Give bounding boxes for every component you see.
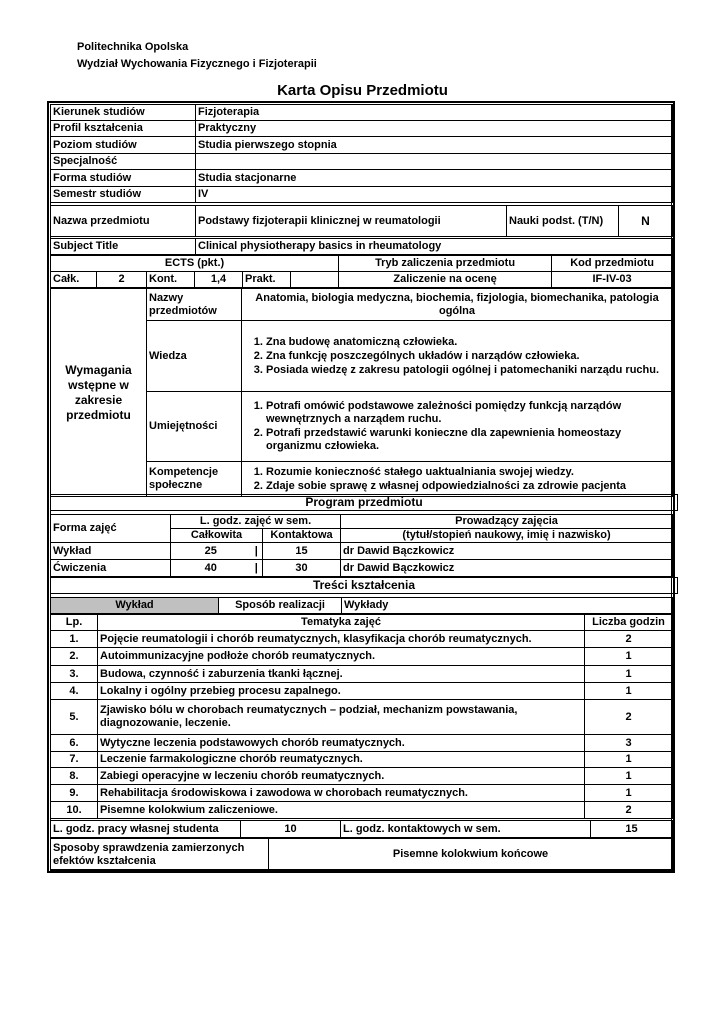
subject-code: IF-IV-03: [552, 272, 673, 288]
info-row: [51, 170, 673, 187]
hours: 1: [585, 768, 673, 785]
teacher-name: dr Dawid Bączkowicz: [341, 560, 673, 577]
ects-contact: 1,4: [195, 272, 243, 288]
topic: Pisemne kolokwium zaliczeniowe.: [98, 802, 585, 819]
table-row: [51, 560, 673, 577]
info-row: [51, 154, 673, 170]
program-title-table: [50, 494, 678, 511]
table-row: [51, 802, 673, 819]
list-item: 1. Zna budowę anatomiczną człowieka.: [266, 336, 670, 349]
lp: 1.: [51, 631, 98, 648]
self-work-label: L. godz. pracy własnej studenta: [51, 821, 241, 838]
lp: 6.: [51, 735, 98, 752]
topic: Lokalny i ogólny przebieg procesu zapalnego.: [98, 683, 585, 700]
hours: 1: [585, 785, 673, 802]
lecture-type: Wykład: [51, 598, 219, 614]
info-value: IV: [196, 187, 673, 203]
skills-label: Umiejętności: [147, 392, 242, 462]
form-name: Wykład: [51, 543, 171, 560]
subject-name-label: Nazwa przedmiotu: [51, 206, 196, 237]
hours-header: Liczba godzin: [585, 615, 673, 631]
subject-title-en: Clinical physiotherapy basics in rheumatology: [196, 239, 673, 255]
topic: Zjawisko bólu w chorobach reumatycznych – podział, mechanizm powstawania, diagnozowanie, leczenie.: [98, 700, 585, 735]
ects-total-label: Całk.: [51, 272, 97, 288]
topic: Leczenie farmakologiczne chorób reumatycznych.: [98, 752, 585, 768]
lp: 9.: [51, 785, 98, 802]
topic: Zabiegi operacyjne w leczeniu chorób reumatycznych.: [98, 768, 585, 785]
topic: Autoimmunizacyjne podłoże chorób reumatycznych.: [98, 648, 585, 666]
code-header: Kod przedmiotu: [552, 256, 673, 272]
table-row: [51, 768, 673, 785]
info-value: [196, 154, 673, 170]
ects-practical: [291, 272, 339, 288]
info-label: Semestr studiów: [51, 187, 196, 203]
hours: 1: [585, 683, 673, 700]
list-item: 2. Potrafi przedstawić warunki konieczne dla zapewnienia homeostazy organizmu człowieka.: [266, 427, 670, 453]
lp: 5.: [51, 700, 98, 735]
content-title-table: [50, 577, 678, 594]
table-row: [51, 648, 673, 666]
verification-label: Sposoby sprawdzenia zamierzonych efektów kształcenia: [51, 839, 269, 871]
program-table: [50, 514, 673, 577]
list-item: 2. Zna funkcję poszczególnych układów i narządów człowieka.: [266, 350, 670, 363]
lp: 10.: [51, 802, 98, 819]
info-label: Kierunek studiów: [51, 105, 196, 121]
topic: Wytyczne leczenia podstawowych chorób reumatycznych.: [98, 735, 585, 752]
hours: 1: [585, 752, 673, 768]
contact-hours: 30: [263, 560, 341, 577]
basic-sciences-value: N: [619, 206, 673, 237]
separator: |: [251, 543, 263, 560]
teacher-sub-label: (tytuł/stopień naukowy, imię i nazwisko): [341, 529, 673, 543]
hours: 3: [585, 735, 673, 752]
faculty-name: Wydział Wychowania Fizycznego i Fizjoterapii: [77, 58, 317, 70]
contact-hours-label: Kontaktowa: [263, 529, 341, 543]
lp: 2.: [51, 648, 98, 666]
teacher-name: dr Dawid Bączkowicz: [341, 543, 673, 560]
contact-sem-label: L. godz. kontaktowych w sem.: [341, 821, 591, 838]
topics-table: [50, 614, 673, 819]
list-item: 2. Zdaje sobie sprawę z własnej odpowiedzialności za zdrowie pacjenta: [266, 480, 670, 493]
self-work-hours: 10: [241, 821, 341, 838]
info-table: [50, 104, 673, 203]
page-title: Karta Opisu Przedmiotu: [277, 82, 448, 99]
method-label: Sposób realizacji: [219, 598, 342, 614]
contact-sem-hours: 15: [591, 821, 673, 838]
table-row: [51, 700, 673, 735]
program-title: Program przedmiotu: [51, 495, 678, 511]
topic-header: Tematyka zajęć: [98, 615, 585, 631]
list-item: 3. Posiada wiedzę z zakresu patologii ogólnej i patomechaniki narządu ruchu.: [266, 364, 670, 377]
hours: 1: [585, 648, 673, 666]
lp: 8.: [51, 768, 98, 785]
info-value: Studia pierwszego stopnia: [196, 137, 673, 154]
table-row: [51, 683, 673, 700]
social-list: [244, 466, 670, 493]
separator: |: [251, 560, 263, 577]
table-row: [51, 785, 673, 802]
method-value: Wykłady: [342, 598, 673, 614]
ects-contact-label: Kont.: [147, 272, 195, 288]
total-hours: 25: [171, 543, 251, 560]
prereq-subjects: Anatomia, biologia medyczna, biochemia, fizjologia, biomechanika, patologia ogólna: [242, 289, 673, 321]
info-value: Praktyczny: [196, 121, 673, 137]
total-hours-label: Całkowita: [171, 529, 263, 543]
list-item: 1. Rozumie konieczność stałego uaktualniania swojej wiedzy.: [266, 466, 670, 479]
lp: 3.: [51, 666, 98, 683]
info-row: [51, 137, 673, 154]
topic: Pojęcie reumatologii i chorób reumatycznych, klasyfikacja chorób reumatycznych.: [98, 631, 585, 648]
ects-header: ECTS (pkt.): [51, 256, 339, 272]
ects-total: 2: [97, 272, 147, 288]
info-value: Studia stacjonarne: [196, 170, 673, 187]
contact-hours: 15: [263, 543, 341, 560]
lp: 7.: [51, 752, 98, 768]
subject-title-label: Subject Title: [51, 239, 196, 255]
table-row: [51, 666, 673, 683]
mode-header: Tryb zaliczenia przedmiotu: [339, 256, 552, 272]
ects-table: [50, 255, 673, 288]
table-row: [51, 543, 673, 560]
subject-name: Podstawy fizjoterapii klinicznej w reumatologii: [196, 206, 507, 237]
method-table: [50, 597, 673, 614]
social-label: Kompetencje społeczne: [147, 462, 242, 497]
info-label: Forma studiów: [51, 170, 196, 187]
verification-table: [50, 838, 673, 871]
info-value: Fizjoterapia: [196, 105, 673, 121]
info-label: Poziom studiów: [51, 137, 196, 154]
hours: 2: [585, 802, 673, 819]
hours-label: L. godz. zajęć w sem.: [171, 515, 341, 529]
info-row: [51, 121, 673, 137]
basic-sciences-label: Nauki podst. (T/N): [507, 206, 619, 237]
form-label: Forma zajęć: [51, 515, 171, 543]
subject-table: [50, 205, 673, 237]
info-label: Specjalność: [51, 154, 196, 170]
teacher-label: Prowadzący zajęcia: [341, 515, 673, 529]
table-row: [51, 752, 673, 768]
hours: 1: [585, 666, 673, 683]
knowledge-label: Wiedza: [147, 321, 242, 392]
lp-header: Lp.: [51, 615, 98, 631]
ects-practical-label: Prakt.: [243, 272, 291, 288]
list-item: 1. Potrafi omówić podstawowe zależności pomiędzy funkcją narządów wewnętrznych a narządem ruchu.: [266, 400, 670, 426]
hours: 2: [585, 700, 673, 735]
form-name: Ćwiczenia: [51, 560, 171, 577]
info-row: [51, 187, 673, 203]
prereq-table: [50, 288, 673, 497]
hours-summary-table: [50, 820, 673, 838]
prereq-subjects-label: Nazwy przedmiotów: [147, 289, 242, 321]
prereq-label: Wymagania wstępne w zakresie przedmiotu: [51, 289, 147, 497]
knowledge-list: [244, 336, 670, 377]
table-row: [51, 631, 673, 648]
info-row: [51, 105, 673, 121]
hours: 2: [585, 631, 673, 648]
subject-title-table: [50, 238, 673, 255]
skills-list: [244, 400, 670, 453]
total-hours: 40: [171, 560, 251, 577]
lp: 4.: [51, 683, 98, 700]
verification-method: Pisemne kolokwium końcowe: [269, 839, 673, 871]
assessment-mode: Zaliczenie na ocenę: [339, 272, 552, 288]
university-name: Politechnika Opolska: [77, 41, 189, 53]
content-title: Treści kształcenia: [51, 578, 678, 594]
topic: Rehabilitacja środowiskowa i zawodowa w chorobach reumatycznych.: [98, 785, 585, 802]
topic: Budowa, czynność i zaburzenia tkanki łącznej.: [98, 666, 585, 683]
info-label: Profil kształcenia: [51, 121, 196, 137]
table-row: [51, 735, 673, 752]
